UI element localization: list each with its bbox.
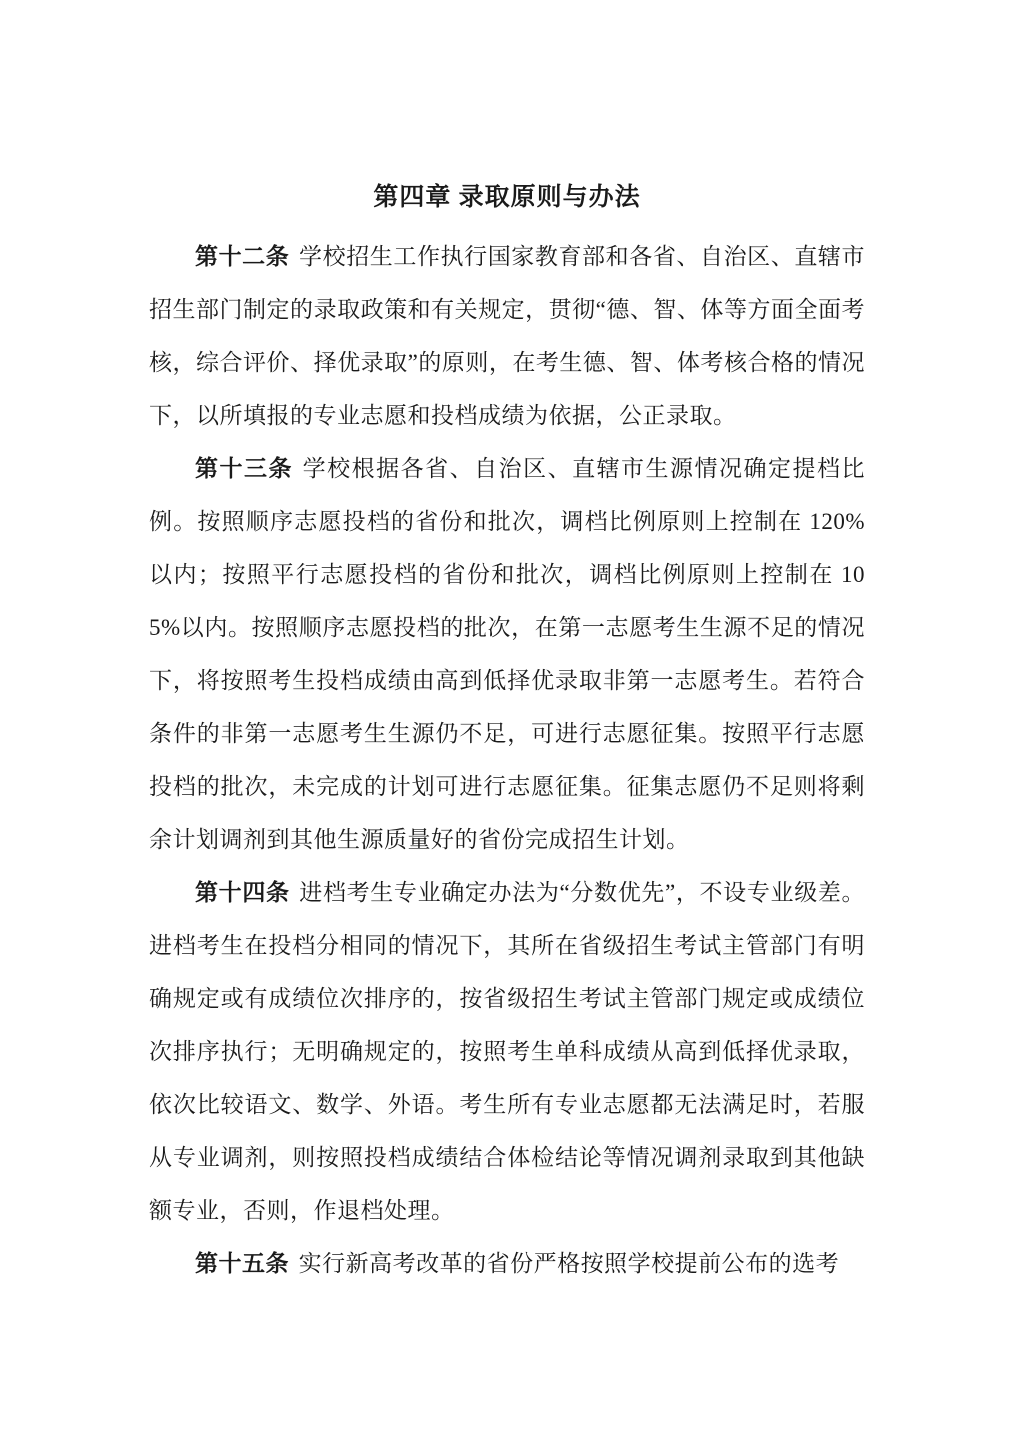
- paragraph-article-15: [149, 1237, 865, 1290]
- document-body: [149, 230, 865, 1290]
- article-body-text: 实行新高考改革的省份严格按照学校提前公布的选考: [298, 1251, 840, 1276]
- paragraph-article-13: [149, 442, 865, 866]
- paragraph-article-12: [149, 230, 865, 442]
- article-number-label: 第十三条: [195, 456, 293, 481]
- chapter-title: 第四章 录取原则与办法: [373, 184, 641, 211]
- article-body-text: 学校根据各省、自治区、直辖市生源情况确定提档比例。按照顺序志愿投档的省份和批次，调档比例原则上控制在 120%以内；按照平行志愿投档的省份和批次，调档比例原则上控制在 105%以内。按照顺序志愿投档的批次，在第一志愿考生生源不足的情况下，将按照考生投档成绩由高到低择优录取非第一志愿考生。若符合条件的非第一志愿考生生源仍不足，可进行志愿征集。按照平行志愿投档的批次，未完成的计划可进行志愿征集。征集志愿仍不足则将剩余计划调剂到其他生源质量好的省份完成招生计划。: [149, 456, 866, 852]
- article-number-label: 第十二条: [195, 244, 290, 269]
- article-body-text: 进档考生专业确定办法为“分数优先”，不设专业级差。进档考生在投档分相同的情况下，其所在省级招生考试主管部门有明确规定或有成绩位次排序的，按省级招生考试主管部门规定或成绩位次排序执行；无明确规定的，按照考生单科成绩从高到低择优录取，依次比较语文、数学、外语。考生所有专业志愿都无法满足时，若服从专业调剂，则按照投档成绩结合体检结论等情况调剂录取到其他缺额专业，否则，作退档处理。: [149, 880, 866, 1223]
- article-body-text: 学校招生工作执行国家教育部和各省、自治区、直辖市招生部门制定的录取政策和有关规定，贯彻“德、智、体等方面全面考核，综合评价、择优录取”的原则，在考生德、智、体考核合格的情况下，以所填报的专业志愿和投档成绩为依据，公正录取。: [149, 244, 866, 428]
- paragraph-article-14: [149, 866, 865, 1237]
- article-number-label: 第十五条: [195, 1251, 289, 1276]
- article-number-label: 第十四条: [195, 880, 290, 905]
